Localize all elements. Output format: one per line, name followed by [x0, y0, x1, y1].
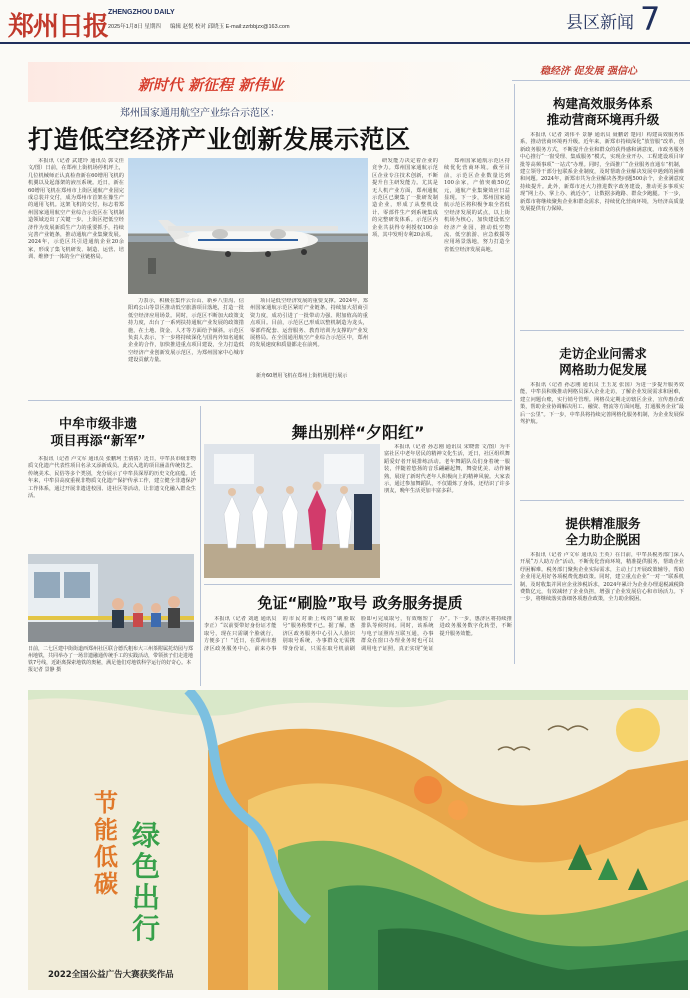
- ad-landscape-graphic: [28, 690, 688, 990]
- ad-footer: 2022全国公益广告大赛获奖作品: [48, 970, 174, 980]
- right-slogan: 稳经济 促发展 强信心: [540, 66, 637, 77]
- mid-a1-photo-caption: 日前，二七区建中街街道西郑州社区联合德氏粗布大三州茶附属托幼园与郑州地铁，共同举办了一场非遗融通传统手工的实践活动，带领孩子们走进地铁7号线，近距离探索地铁的奥秘，满足他们对地铁科学运行的好奇心。本报记者 景静 摄: [28, 646, 194, 673]
- lead-col-4: 研发能力决定着企业的竞争力。郑州国家通航示范区企业专注技术创新，不断提升自主研发能力。尤其是无人机产业方面，郑州通航示范区已聚集了一批研发制造企业，形成了从整机设计、零部件生产到系统集成的完整研发体系。示范区内企业共获得专利授权100余项，其中发明专利20余项。: [372, 158, 438, 239]
- mid-a3-body: 本报讯（记者 刘迪 通讯员 李正）“以前要带好身份证才能取号，现在只需刷个脸就行，方便多了！”近日，在郑州市惠济区政务服务中心，前来办事的市民对新上线的“刷脸取号”服务称赞不已。据了解，惠济区政务服务中心引入人脸识别取号系统，办事群众无需携带身份证，只需在取号机前刷脸即可完成取号，有效缩短了排队等候时间。同时，该系统与电子证照库互联互通，办事群众在窗口办理业务时也可以调用电子证照，真正实现“免证办”。下一步，惠济区将持续推进政务服务数字化转型，不断提升服务效能。: [204, 616, 512, 652]
- side-a1-body: 本报讯（记者 刘伟平 景静 通讯员 聂鹏诺 楚同）构建高效服务体系，推动营商环境再升级。近年来，新郑市持续深化“放管服”改革，创新政务服务方式，不断提升企业和群众的获得感和满意度。市政务服务中心推行“一窗受理、集成服务”模式，实现企业开办、工程建设项目审批等高频事项“一站式”办理。同时，全面推广“企业服务直通车”机制，建立领导干部分包联系企业制度，及时帮助企业解决发展中遇到的困难和问题。2024年，新郑市共为企业解决各类问题500余个，企业满意度持续提升。此外，新郑市还大力推进数字政务建设，推动更多事项实现“网上办、掌上办、就近办”，让数据多跑路、群众少跑腿。下一步，新郑市将继续聚焦企业和群众需求，持续优化营商环境，为经济高质量发展提供有力保障。: [520, 132, 684, 213]
- side-rule-2: [520, 500, 684, 501]
- right-slogan-rule: [512, 80, 690, 81]
- paper-logo-en: ZHENGZHOU DAILY: [108, 9, 175, 16]
- mid-divider: [200, 406, 201, 686]
- mid-rule-3: [204, 584, 512, 585]
- side-a2-title: 走访企业问需求 网格助力促发展: [559, 346, 647, 377]
- dance-graphic: [204, 444, 380, 578]
- paper-logo: 郑州日报: [8, 12, 109, 42]
- lead-col-1: 本报讯（记者 武建玲 通讯员 郭文佳 文/图）日前，在郑州上街机场停机坪上，几位机械师正认真检查新在60增用飞机的机翼以及起落架的液压系统。近日，新在60增用飞机在郑州市上街区通航产业园完成总装并交付，成为郑州市首架在豫生产的通用飞机。这架飞机的交付，标志着郑州国家通用航空产业综合示范区在飞机制造领域迈出了关键一步。上街区把低空经济作为发展新质生产力的重要抓手，持续完善产业链条，推动通航产业集聚发展。2024年，示范区共引进通航企业20余家，形成了集飞机研发、制造、运营、培训、维修于一体的全产业链格局。: [28, 158, 124, 261]
- metro-photo: [28, 554, 194, 642]
- lead-photo-caption: 新舟60增用飞机在郑州上街机场进行展示: [256, 373, 348, 379]
- lead-kicker: 郑州国家通用航空产业综合示范区：: [120, 108, 280, 119]
- metro-graphic: [28, 554, 194, 642]
- side-a1-title: 构建高效服务体系 推动营商环境再升级: [546, 96, 660, 127]
- staff-line: 编辑 赵悦 校对 邱晓玉 E-mail:zzrbbjzx@163.com: [170, 24, 290, 30]
- mid-a1-body: 本报讯（记者 卢文军 通讯员 张鹏珂 王倩倩）近日，中牟县市级非物质文化遗产代表性项目名录又添新成员。此次入选的项目涵盖传统技艺、传统美术、民俗等多个类别，充分展示了中牟县深厚的历史文化底蕴。近年来，中牟县高度重视非物质文化遗产保护传承工作，建立健全非遗保护工作体系，通过开展非遗进校园、进社区等活动，让非遗文化融入群众生活。: [28, 456, 196, 500]
- banner-slogan: 新时代 新征程 新伟业: [138, 76, 284, 94]
- page-number: 7: [640, 0, 661, 38]
- side-divider: [514, 84, 515, 664]
- side-rule-1: [520, 330, 684, 331]
- ad-slogan-2: 绿色出行: [132, 819, 161, 945]
- mid-a3-title: 免证“刷脸”取号 政务服务提质: [257, 594, 463, 612]
- mid-a2-title: 舞出别样“夕阳红”: [291, 423, 425, 442]
- airplane-photo: [128, 158, 368, 294]
- lead-col-5: 郑州国家通航示范区持续优化营商环境。截至目前，示范区企业数量达到100余家，产值突破50亿元，通航产业集聚效应日益显现。下一步，郑州国家通航示范区将积极争取全省低空经济发展的试点，以上街机场为核心，加快建设低空经济产业园，推动低空物流、低空旅游、应急救援等应用场景落地，努力打造全省低空经济发展高地。: [444, 158, 510, 253]
- side-a3-title: 提供精准服务 全力助企脱困: [565, 516, 641, 547]
- dance-photo: [204, 444, 380, 578]
- mid-a1-title: 中牟市级非遗 项目再添“新军”: [50, 417, 146, 449]
- side-a3-body: 本报讯（记者 卢文军 通讯员 王英）在日前，中牟县税务部门深入开展“万人助万企”活动，不断优化营商环境，精准提供服务，帮助企业纾困解难。税务部门聚焦企业实际需求，主动上门开展政策辅导，帮助企业用足用好各项税费优惠政策。同时，建立重点企业“一对一”联系机制，及时收集并回应企业涉税诉求，2024年累计为企业办理退税减税降费数亿元，有效减轻了企业负担，增强了企业发展信心和市场活力。下一步，将继续落实落细各项惠企政策，全力助企脱困。: [520, 552, 684, 603]
- lead-col-2: 力表示，积极在集作云台山、新乡八里沟、信阳鸡公山等景区推动低空旅游项目落地，打造一批低空经济应用场景。同时，示范区不断加大政策支持力度，出台了一系列扶持通航产业发展的政策措施，在土地、资金、人才等方面给予倾斜。示范区负责人表示，下一步将持续深化与国内外知名通航企业的合作，加快推进重点项目建设，全力打造低空经济产业创新发展示范区，为郑州国家中心城市建设贡献力量。: [128, 298, 244, 364]
- lead-col-3: 项目是低空经济发展的重要支撑。2024年，郑州国家通航示范区紧盯产业链条，持续加大招商引资力度，成功引进了一批带动力强、附加值高的重点项目。目前，示范区已形成以整机制造为龙头，零部件配套、运营服务、教育培训为支撑的产业发展格局。在全国通用航空产业综合示范区中，郑州的发展速度和质量都走在前列。: [250, 298, 368, 349]
- airplane-graphic: [128, 158, 368, 294]
- side-a2-body: 本报讯（记者 孙志刚 通讯员 王玉龙 张国）为进一步提升服务效能，中牟县积极推动网格员深入企业走访，了解企业发展需求和困难，建立问题台账，实行销号管理。网格员定期走访辖区企业，宣传惠企政策，帮助企业协调解决用工、融资、物流等方面问题，打通服务企业“最后一公里”。下一步，中牟县将持续完善网格化服务机制，为企业发展保驾护航。: [520, 382, 684, 426]
- public-ad: [28, 690, 688, 990]
- masthead: [0, 0, 690, 56]
- lead-bottom-rule: [28, 400, 512, 401]
- mid-a2-body: 本报讯（记者 孙志刚 通讯员 宋晓蕾 文/图）为丰富社区中老年居民的精神文化生活，近日，社区组织舞蹈爱好者开展排练活动。老年舞蹈队员们身着统一服装，伴随着悠扬的音乐翩翩起舞，舞姿优美、动作娴熟，展现了新时代老年人积极向上的精神风貌。大家表示，通过参加舞蹈队，不仅锻炼了身体，还结识了许多朋友，晚年生活更加丰富多彩。: [384, 444, 510, 495]
- lead-banner: [28, 62, 512, 102]
- section-name: 县区新闻: [566, 13, 634, 33]
- ad-slogan-1: 节能低碳: [94, 789, 118, 898]
- masthead-rule: [0, 42, 690, 44]
- lead-title: 打造低空经济产业创新发展示范区: [28, 125, 411, 154]
- date-line: 2025年1月8日 星期四: [108, 24, 161, 30]
